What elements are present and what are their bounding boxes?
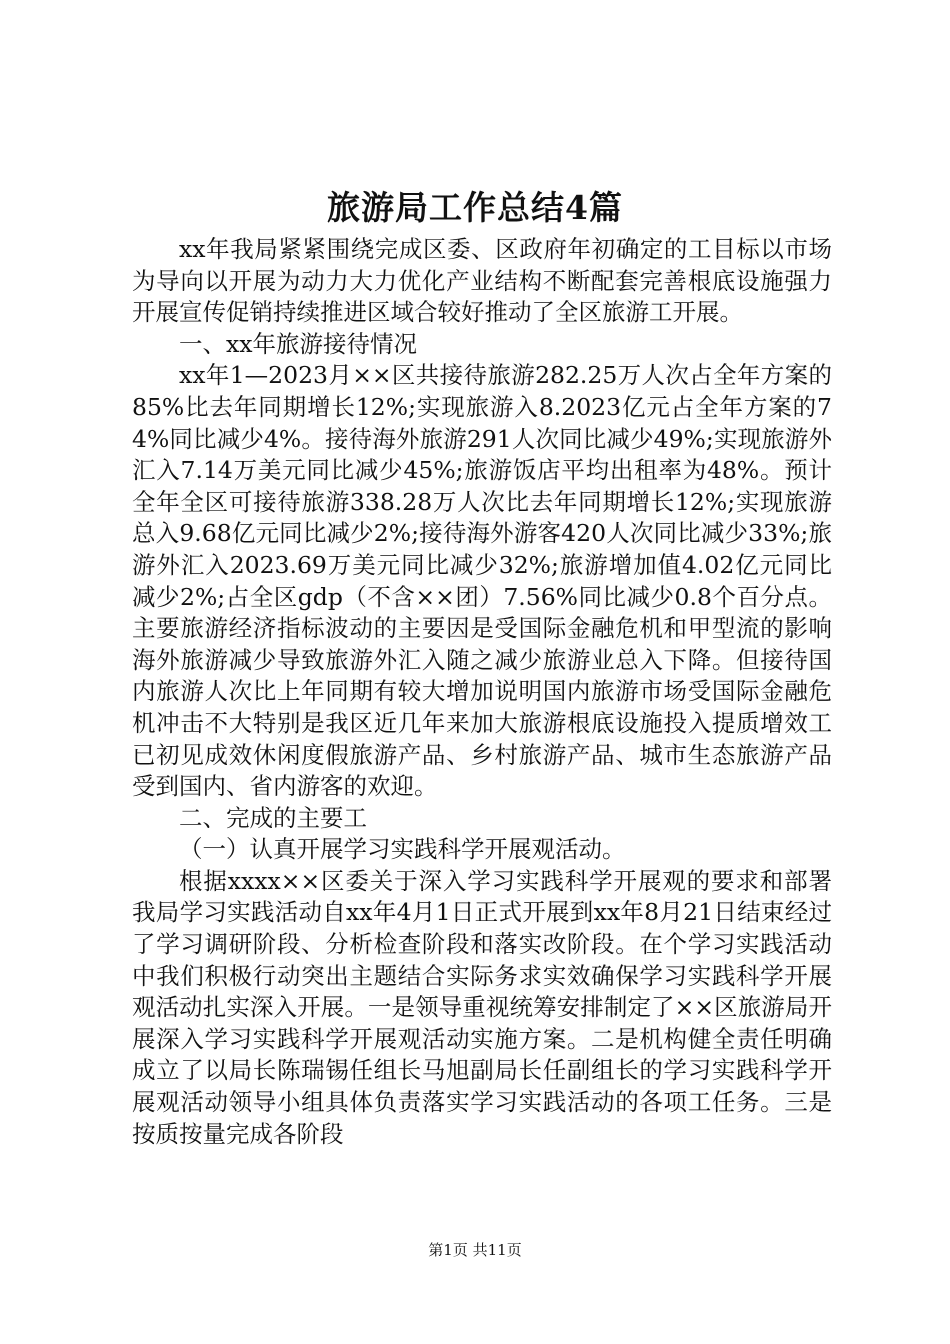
paragraph-study: 根据xxxx××区委关于深入学习实践科学开展观的要求和部署我局学习实践活动自xx年4月1日正式开展到xx年8月21日结束经过了学习调研阶段、分析检查阶段和落实改阶段。在个学习实践活动中我们积极行动突出主题结合实际务求实效确保学习实践科学开展观活动扎实深入开展。一是领导重视统筹安排制定了××区旅游局开展深入学习实践科学开展观活动实施方案。二是机构健全责任明确成立了以局长陈瑞锡任组长马旭副局长任副组长的学习实践科学开展观活动领导小组具体负责落实学习实践活动的各项工任务。三是按质按量完成各阶段 (132, 866, 832, 1148)
document-title: 旅游局工作总结4篇 (327, 188, 623, 227)
section-heading-2: 二、完成的主要工 (179, 803, 367, 832)
subsection-heading-1: （一）认真开展学习实践科学开展观活动。 (179, 835, 626, 864)
paragraph-reception: xx年1—2023月××区共接待旅游282.25万人次占全年方案的85%比去年同期增长12%;实现旅游入8.2023亿元占全年方案的74%同比减少4%。接待海外旅游291人次同比减少49%;实现旅游外汇入7.14万美元同比减少45%;旅游饭店平均出租率为48%。预计全年全区可接待旅游338.28万人次比去年同期增长12%;实现旅游总入9.68亿元同比减少2%;接待海外游客420人次同比减少33%;旅游外汇入2023.69万美元同比减少32%;旅游增加值4.02亿元同比减少2%;占全区gdp（不含××团）7.56%同比减少0.8个百分点。主要旅游经济指标波动的主要因是受国际金融危机和甲型流的影响海外旅游减少导致旅游外汇入随之减少旅游业总入下降。但接待国内旅游人次比上年同期有较大增加说明国内旅游市场受国际金融危机冲击不大特别是我区近几年来加大旅游根底设施投入提质增效工已初见成效休闲度假旅游产品、乡村旅游产品、城市生态旅游产品受到国内、省内游客的欢迎。 (132, 361, 832, 801)
page-footer: 第1页 共11页 (428, 1241, 522, 1259)
document-body (132, 234, 832, 1150)
paragraph-intro: xx年我局紧紧围绕完成区委、区政府年初确定的工目标以市场为导向以开展为动力大力优化产业结构不断配套完善根底设施强力开展宣传促销持续推进区域合较好推动了全区旅游工开展。 (132, 235, 832, 327)
section-heading-1: 一、xx年旅游接待情况 (179, 329, 418, 358)
